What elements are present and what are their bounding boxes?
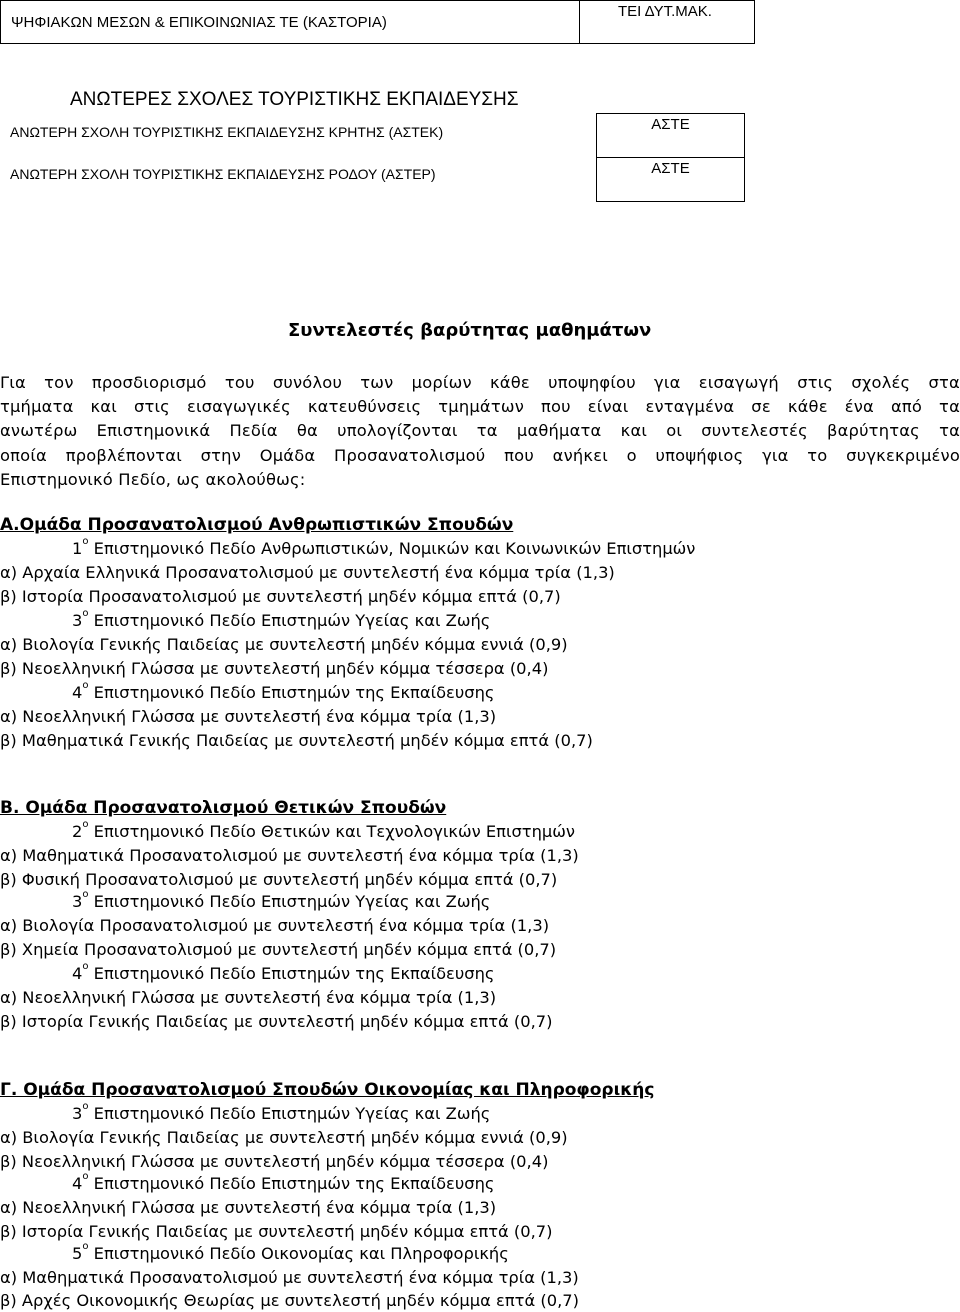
school-name: ΑΝΩΤΕΡΗ ΣΧΟΛΗ ΤΟΥΡΙΣΤΙΚΗΣ ΕΚΠΑΙΔΕΥΣΗΣ ΡΟΔΟΥ (ΑΣΤΕΡ): [10, 166, 436, 182]
school-name: ΑΝΩΤΕΡΗ ΣΧΟΛΗ ΤΟΥΡΙΣΤΙΚΗΣ ΕΚΠΑΙΔΕΥΣΗΣ ΚΡΗΤΗΣ (ΑΣΤΕΚ): [10, 124, 444, 140]
school-type-table: [596, 113, 745, 202]
field-line: $5^o$ Επιστημονικό Πεδίο Οικονομίας και Πληροφορικής: [72, 1241, 509, 1263]
subject-line: β) Μαθηματικά Γενικής Παιδείας με συντελεστή μηδέν κόμμα επτά (0,7): [0, 731, 593, 750]
field-line: $1^o$ Επιστημονικό Πεδίο Ανθρωπιστικών, Νομικών και Κοινωνικών Επιστημών: [72, 536, 696, 558]
subject-line: α) Αρχαία Ελληνικά Προσανατολισμού με συντελεστή ένα κόμμα τρία (1,3): [0, 563, 615, 582]
subject-line: α) Νεοελληνική Γλώσσα με συντελεστή ένα κόμμα τρία (1,3): [0, 988, 497, 1007]
subject-line: β) Ιστορία Γενικής Παιδείας με συντελεστή μηδέν κόμμα επτά (0,7): [0, 1012, 553, 1031]
subject-line: α) Βιολογία Γενικής Παιδείας με συντελεστή μηδέν κόμμα εννιά (0,9): [0, 1128, 568, 1147]
school-type-cell: ΑΣΤΕ: [597, 158, 745, 202]
subject-line: β) Χημεία Προσανατολισμού με συντελεστή μηδέν κόμμα επτά (0,7): [0, 940, 557, 959]
subject-line: α) Μαθηματικά Προσανατολισμού με συντελεστή ένα κόμμα τρία (1,3): [0, 846, 579, 865]
field-line: $3^o$ Επιστημονικό Πεδίο Επιστημών Υγείας και Ζωής: [72, 1101, 491, 1123]
group-title: Α.Ομάδα Προσανατολισμού Ανθρωπιστικών Σπουδών: [0, 515, 514, 535]
group-title: Β. Ομάδα Προσανατολισμού Θετικών Σπουδών: [0, 798, 447, 818]
header-table: [0, 0, 755, 44]
intro-paragraph: [0, 371, 960, 492]
subject-line: β) Αρχές Οικονομικής Θεωρίας με συντελεστή μηδέν κόμμα επτά (0,7): [0, 1291, 579, 1310]
header-department-cell: ΨΗΦΙΑΚΩΝ ΜΕΣΩΝ & ΕΠΙΚΟΙΝΩΝΙΑΣ ΤΕ (ΚΑΣΤΟΡΙΑ): [1, 1, 580, 44]
field-line: $3^o$ Επιστημονικό Πεδίο Επιστημών Υγείας και Ζωής: [72, 608, 491, 630]
subject-line: α) Μαθηματικά Προσανατολισμού με συντελεστή ένα κόμμα τρία (1,3): [0, 1268, 579, 1287]
subject-line: β) Ιστορία Προσανατολισμού με συντελεστή μηδέν κόμμα επτά (0,7): [0, 587, 561, 606]
intro-line: Για τον προσδιορισμό του συνόλου των μορίων κάθε υποψηφίου για εισαγωγή στις σχολές στα: [0, 373, 960, 392]
field-line: $4^o$ Επιστημονικό Πεδίο Επιστημών της Εκπαίδευσης: [72, 961, 495, 983]
group-title: Γ. Ομάδα Προσανατολισμού Σπουδών Οικονομίας και Πληροφορικής: [0, 1080, 655, 1100]
field-line: $4^o$ Επιστημονικό Πεδίο Επιστημών της Εκπαίδευσης: [72, 680, 495, 702]
section-heading: Συντελεστές βαρύτητας μαθημάτων: [288, 320, 652, 341]
subject-line: β) Νεοελληνική Γλώσσα με συντελεστή μηδέν κόμμα τέσσερα (0,4): [0, 1152, 549, 1171]
intro-line: οποία προβλέπονται στην Ομάδα Προσανατολισμού που ανήκει ο υποψήφιος για το συγκεκριμένο: [0, 445, 960, 465]
header-institution-cell: ΤΕΙ ΔΥΤ.ΜΑΚ.: [580, 1, 755, 44]
intro-line: τμήματα και στις εισαγωγικές κατευθύνσεις τμημάτων που είναι ενταγμένα σε κάθε ένα από τα: [0, 397, 960, 417]
subject-line: β) Ιστορία Γενικής Παιδείας με συντελεστή μηδέν κόμμα επτά (0,7): [0, 1222, 553, 1241]
subject-line: α) Νεοελληνική Γλώσσα με συντελεστή ένα κόμμα τρία (1,3): [0, 1198, 497, 1217]
subject-line: α) Νεοελληνική Γλώσσα με συντελεστή ένα κόμμα τρία (1,3): [0, 707, 497, 726]
subject-line: β) Φυσική Προσανατολισμού με συντελεστή μηδέν κόμμα επτά (0,7): [0, 870, 558, 889]
schools-title: ΑΝΩΤΕΡΕΣ ΣΧΟΛΕΣ ΤΟΥΡΙΣΤΙΚΗΣ ΕΚΠΑΙΔΕΥΣΗΣ: [70, 89, 519, 110]
intro-line: ανωτέρω Επιστημονικά Πεδία θα υπολογίζονται τα μαθήματα και οι συντελεστές βαρύτητας τα: [0, 421, 960, 441]
school-type-cell: ΑΣΤΕ: [597, 114, 745, 158]
subject-line: α) Βιολογία Προσανατολισμού με συντελεστή ένα κόμμα τρία (1,3): [0, 916, 550, 935]
subject-line: α) Βιολογία Γενικής Παιδείας με συντελεστή μηδέν κόμμα εννιά (0,9): [0, 635, 568, 654]
field-line: $3^o$ Επιστημονικό Πεδίο Επιστημών Υγείας και Ζωής: [72, 889, 491, 911]
subject-line: β) Νεοελληνική Γλώσσα με συντελεστή μηδέν κόμμα τέσσερα (0,4): [0, 659, 549, 678]
field-line: $4^o$ Επιστημονικό Πεδίο Επιστημών της Εκπαίδευσης: [72, 1171, 495, 1193]
field-line: $2^o$ Επιστημονικό Πεδίο Θετικών και Τεχνολογικών Επιστημών: [72, 819, 576, 841]
intro-line: Επιστημονικό Πεδίο, ως ακολούθως:: [0, 469, 306, 489]
